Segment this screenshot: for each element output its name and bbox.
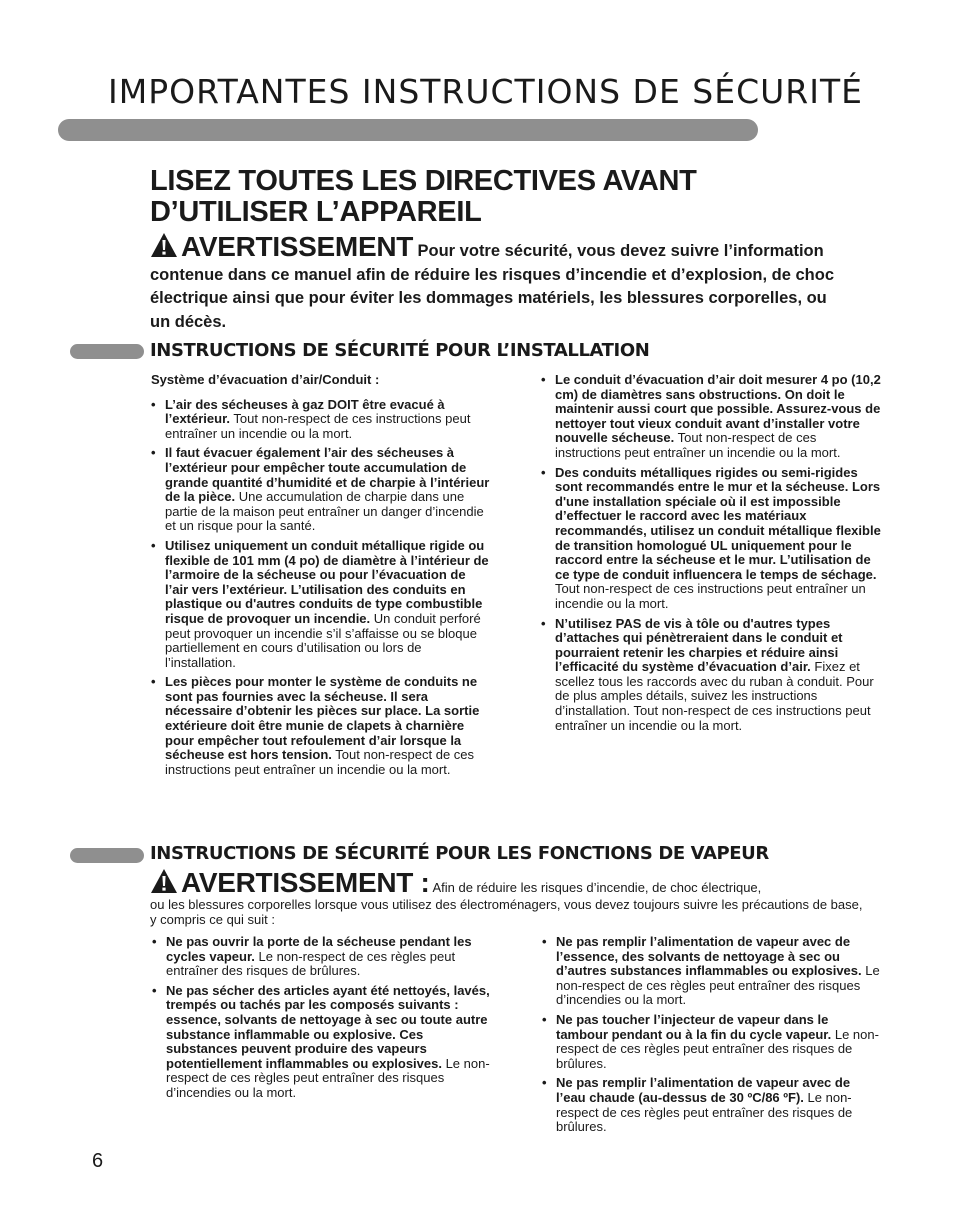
steam-warning-first: Afin de réduire les risques d’incendie, de choc électrique, (432, 880, 762, 895)
steam-right-list (542, 935, 882, 1135)
steam-left-list (152, 935, 492, 1101)
bullet-dot: • (542, 934, 547, 949)
bullet-text: Le non-respect de ces règles peut entraîner des risques d’incendies ou la mort. (556, 963, 880, 1008)
install-left-list (151, 398, 491, 778)
main-heading-line1: LISEZ TOUTES LES DIRECTIVES AVANT (150, 165, 697, 197)
bullet-item (151, 398, 491, 442)
bullet-text: Tout non-respect de ces instructions peut entraîner un incendie ou la mort. (165, 747, 475, 777)
bullet-bold-text: Des conduits métalliques rigides ou semi-rigides sont recommandés entre le mur et la sécheuse. Lors d'une installation spéciale où il est impossible d’effectuer le raccord avec les matériaux recommandés, utilisez un conduit métallique flexible de transition homologué UL uniquement pour le raccord entre la sécheuse et le mur. L’utilisation de ce type de conduit influencera le temps de séchage. (555, 464, 881, 582)
bullet-bold-text: Ne pas sécher des articles ayant été nettoyés, lavés, trempés ou tachés par les composés suivants : essence, solvants de nettoyage à sec ou toute autre substance inflammable ou explosive. Ces substances peuvent produire des vapeurs potentiellement inflammables ou explosives. (166, 982, 490, 1071)
warning-triangle-icon (150, 868, 178, 894)
page-number: 6 (92, 1150, 104, 1172)
bullet-bold-text: Ne pas remplir l’alimentation de vapeur avec de l’eau chaude (au-dessus de 30 ºC/86 ºF). (556, 1075, 851, 1105)
page-title: IMPORTANTES INSTRUCTIONS DE SÉCURITÉ (108, 72, 863, 111)
bullet-dot: • (151, 396, 156, 412)
bullet-text: Le non-respect de ces règles peut entraîner des risques de brûlures. (166, 948, 456, 979)
bullet-text: Fixez et scellez tous les raccords avec du ruban à conduit. Pour de plus amples détails, suivez les instructions d’installation. Tout non-respect de ces instructions peut entraîner un incendie ou la mort. (555, 659, 874, 733)
steam-warning-line (150, 867, 870, 898)
steam-right-column (542, 935, 882, 1140)
bullet-dot: • (151, 674, 156, 690)
bullet-bold-text: L’air des sécheuses à gaz DOIT être evacué à l’extérieur. (165, 396, 445, 427)
bullet-dot: • (151, 537, 156, 553)
warning-text: Pour votre sécurité, vous devez suivre l’information contenue dans ce manuel afin de réduire les risques d’incendie et d’explosion, de choc électrique ainsi que pour éviter les dommages matériels, les blessures corporelles, ou un décès. (150, 242, 835, 331)
bullet-text: Le non-respect de ces règles peut entraîner des risques de brûlures. (556, 1026, 879, 1071)
bullet-bold-text: Les pièces pour monter le système de conduits ne sont pas fournies avec la sécheuse. Il sera nécessaire d’obtenir les pièces sur place. La sortie extérieure doit être munie de clapets à charnière pour empêcher tout refoulement d’air lorsque la sécheuse est hors tension. (165, 674, 480, 763)
main-heading-line2: D’UTILISER L’APPAREIL (150, 196, 482, 228)
bullet-item (151, 675, 491, 777)
warning-triangle-icon (150, 232, 178, 258)
bullet-text: Le non-respect de ces règles peut entraîner des risques d’incendies ou la mort. (166, 1055, 490, 1100)
steam-warning-label (150, 867, 430, 898)
warning-label (150, 231, 413, 262)
section-heading-steam: INSTRUCTIONS DE SÉCURITÉ POUR LES FONCTIONS DE VAPEUR (150, 843, 769, 864)
bullet-dot: • (152, 934, 157, 949)
main-heading (150, 166, 850, 228)
bullet-text: Un conduit perforé peut provoquer un incendie s’il s’affaisse ou se bloque partiellement en cours d’utilisation ou lors de l’installation. (165, 610, 481, 670)
bullet-item (542, 1013, 882, 1071)
warning-label-text: AVERTISSEMENT (181, 231, 414, 262)
bullet-bold-text: Ne pas remplir l’alimentation de vapeur avec de l’essence, des solvants de nettoyage à sec ou d’autres substances inflammables ou explosives. (556, 934, 862, 979)
bullet-text: Le non-respect de ces règles peut entraîner des risques de brûlures. (556, 1089, 853, 1135)
install-right-column (541, 373, 881, 738)
warning-block (150, 231, 840, 334)
steam-left-column (152, 935, 492, 1106)
bullet-bold-text: Il faut évacuer également l’air des sécheuses à l’extérieur pour empêcher toute accumulation de grande quantité d’humidité et de charpie à l’intérieur de la pièce. (165, 445, 490, 505)
bullet-dot: • (541, 615, 546, 631)
install-subhead: Système d’évacuation d’air/Conduit : (151, 372, 380, 387)
section-pill-steam (70, 848, 144, 863)
bullet-text: Une accumulation de charpie dans une partie de la maison peut entraîner un danger d’incendie et un risque pour la santé. (165, 489, 484, 534)
steam-warning-label-text: AVERTISSEMENT : (181, 867, 430, 898)
bullet-item (541, 617, 881, 734)
bullet-text: Tout non-respect de ces instructions peut entraîner un incendie ou la mort. (165, 411, 471, 441)
bullet-bold-text: Ne pas toucher l’injecteur de vapeur dans le tambour pendant ou à la fin du cycle vapeur. (556, 1011, 832, 1042)
bullet-text: Tout non-respect de ces instructions peut entraîner un incendie ou la mort. (555, 581, 866, 611)
bullet-item (542, 935, 882, 1008)
steam-warning-rest: ou les blessures corporelles lorsque vous utilisez des électroménagers, vous devez toujours suivre les précautions de base, y compris ce qui suit : (150, 897, 863, 927)
bullet-bold-text: Utilisez uniquement un conduit métallique rigide ou flexible de 101 mm (4 po) de diamètre à l’intérieur de l’armoire de la sécheuse ou pour l’évacuation de l’air vers l’extérieur. L’utilisation des conduits en plastique ou d'autres conduits de type combustible risque de provoquer un incendie. (165, 537, 489, 626)
install-left-column (151, 373, 491, 782)
section-pill-install (70, 344, 144, 359)
bullet-dot: • (152, 982, 157, 998)
bullet-dot: • (151, 445, 156, 461)
bullet-text: Tout non-respect de ces instructions peut entraîner un incendie ou la mort. (555, 430, 841, 460)
bullet-item (152, 935, 492, 979)
title-bar (58, 119, 758, 141)
bullet-dot: • (541, 372, 546, 387)
bullet-item (151, 539, 491, 670)
bullet-item (542, 1076, 882, 1134)
bullet-bold-text: Ne pas ouvrir la porte de la sécheuse pendant les cycles vapeur. (166, 934, 472, 964)
bullet-dot: • (542, 1075, 547, 1091)
bullet-item (541, 373, 881, 461)
bullet-dot: • (541, 464, 546, 480)
bullet-dot: • (542, 1011, 547, 1027)
section-heading-install: INSTRUCTIONS DE SÉCURITÉ POUR L’INSTALLATION (150, 340, 650, 361)
bullet-bold-text: Le conduit d’évacuation d’air doit mesurer 4 po (10,2 cm) de diamètres sans obstructions. On doit le maintenir aussi court que possible. Assurez-vous de nettoyer tout vieux conduit avant d’installer votre nouvelle sécheuse. (555, 372, 881, 446)
bullet-item (541, 466, 881, 612)
bullet-bold-text: N’utilisez PAS de vis à tôle ou d'autres types d’attaches qui pénètreraient dans le conduit et pourraient retenir les charpies et réduire ainsi l’efficacité du système d’évacuation d’air. (555, 615, 843, 675)
install-right-list (541, 373, 881, 733)
bullet-item (151, 446, 491, 534)
bullet-item (152, 984, 492, 1101)
